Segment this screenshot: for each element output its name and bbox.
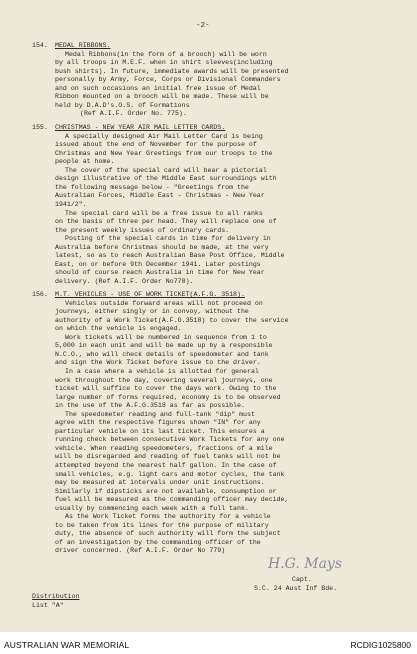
text-line: small vehicles, e.g. light cars and motor cycles, the tank [55, 470, 285, 478]
text-line: held by D.A.D's.O.S. of Formations [55, 101, 190, 109]
text-line: vehicle. When reading speedometers, fractions of a mile [55, 444, 273, 452]
text-line: should of course reach Australia in time for New Year [55, 269, 265, 277]
text-line: Australian Forces, Middle East - Christmas - New Year [55, 192, 265, 200]
text-line: by all troops in M.E.F. when in shirt sleeves(including [55, 59, 273, 67]
section-heading: CHRISTMAS - NEW YEAR AIR MAIL LETTER CARDS. [55, 124, 226, 131]
text-line: and sign the Work Ticket before issue to the driver. [55, 359, 261, 367]
text-line: bush shirts). In future, immediate awards will be presented [55, 67, 289, 75]
text-line: Posting of the special cards in time for delivery in [65, 235, 271, 243]
section-text [55, 300, 385, 556]
distribution-label: Distribution [32, 593, 80, 600]
handwritten-signature: H.G. Mays [268, 556, 343, 572]
text-line: latest, so as to reach Australian Base Post Office, Middle [55, 252, 285, 260]
section-heading: M.T. VEHICLES - USE OF WORK TICKET(A.F.G. 3518). [55, 291, 245, 298]
text-line: As the Work Ticket forms the authority for a vehicle [65, 513, 271, 521]
text-line: ticket will suffice to cover the days work. Owing to the [55, 385, 277, 393]
text-line: delivery. (Ref A.I.F. Order No778). [55, 277, 194, 285]
signatory-rank: Capt. [292, 576, 312, 583]
text-line: authority of a Work Ticket(A.F.G.3518) to cover the service [55, 316, 289, 324]
text-line: 1941/2". [55, 200, 87, 208]
text-line: work throughout the day, covering several journeys, one [55, 376, 273, 384]
text-line: Similarly if dipsticks are not available, consumption or [55, 487, 277, 495]
text-line: fuel will be measured as the commanding officer may decide, [55, 496, 289, 504]
text-line: attempted beyond the nearest half gallon. In the case of [55, 461, 277, 469]
text-line: design illustrative of the Middle East surroundings with [55, 175, 277, 183]
text-line: and on such occasions an initial free issue of Medal [55, 84, 261, 92]
text-line: on which the vehicle is engaged. [55, 325, 182, 333]
text-line: on the basis of three per head. They will replace one of [55, 218, 277, 226]
section-text [55, 133, 385, 287]
text-line: agree with the respective figures shown "IN" for any [55, 419, 261, 427]
text-line: in the use of the A.F.G.3518 as far as possible. [55, 402, 245, 410]
section-number: 155. [32, 124, 48, 131]
text-line: driver concerned. (Ref A.I.F. Order No 779) [55, 547, 226, 555]
text-line: may be measured at intervals under unit instructions. [55, 479, 265, 487]
text-line: to be taken from its lines for the purpose of military [55, 521, 269, 529]
text-line: (Ref A.I.F. Order No. 775). [80, 110, 187, 118]
section-heading: MEDAL RIBBONS. [55, 42, 111, 49]
text-line: Christmas and New Year Greetings from our troops to the [55, 149, 273, 157]
section-number: 154. [32, 42, 48, 49]
footer-institution: AUSTRALIAN WAR MEMORIAL [4, 640, 130, 650]
text-line: will be disregarded and reading of fuel tanks will not be [55, 453, 281, 461]
text-line: The speedometer reading and full-tank "dip" must [65, 410, 255, 418]
text-line: duty, the absence of such authority will form the subject [55, 530, 281, 538]
signatory-unit: S.C. 24 Aust Inf Bde. [254, 585, 338, 592]
text-line: 5,000 in each unit and will be made up by a responsible [55, 342, 273, 350]
text-line: the following message below - "Greetings from the [55, 183, 249, 191]
text-line: The cover of the special card will bear a pictorial [65, 166, 267, 174]
text-line: issued about the end of November for the purpose of [55, 141, 257, 149]
text-line: personally by Army, Force, Corps or Divisional Commanders [55, 76, 281, 84]
text-line: Australia before Christmas should be made, at the very [55, 243, 269, 251]
text-line: journeys, either singly or in convoy, without the [55, 308, 249, 316]
text-line: Ribbon mounted on a brooch will be made. These will be [55, 93, 269, 101]
text-line: A specially designed Air Mail Letter Card is being [65, 132, 263, 140]
text-line: East, on or before 9th December 1941. Later postings [55, 260, 261, 268]
text-line: of an investigation by the commanding officer of the [55, 538, 261, 546]
text-line: usually by commencing each week with a full tank. [55, 504, 249, 512]
text-line: the present weekly issues of ordinary cards. [55, 226, 230, 234]
text-line: Medal Ribbons(in the form of a brooch) will be worn [65, 50, 267, 58]
distribution-block [32, 593, 79, 610]
text-line: large number of forms required, economy is to be observed [55, 393, 281, 401]
text-line: people at home. [55, 158, 115, 166]
section-text [55, 51, 385, 119]
text-line: In a case where a vehicle is allotted for general [65, 367, 259, 375]
distribution-value: List "A" [32, 601, 64, 609]
footer-record-id: RCDIG1025800 [350, 640, 411, 650]
text-line: N.C.O., who will check details of speedometer and tank [55, 350, 269, 358]
text-line: The special card will be a free issue to all ranks [65, 209, 263, 217]
page-number: -2- [196, 22, 210, 30]
text-line: Vehicles outside forward areas will not proceed on [65, 299, 263, 307]
section-number: 156. [32, 291, 48, 298]
text-line: particular vehicle on its last ticket. This ensures a [55, 427, 265, 435]
text-line: Work tickets will be numbered in sequence from 1 to [65, 333, 267, 341]
text-line: running check between consecutive Work Tickets for any one [55, 436, 285, 444]
archive-footer [0, 632, 417, 654]
